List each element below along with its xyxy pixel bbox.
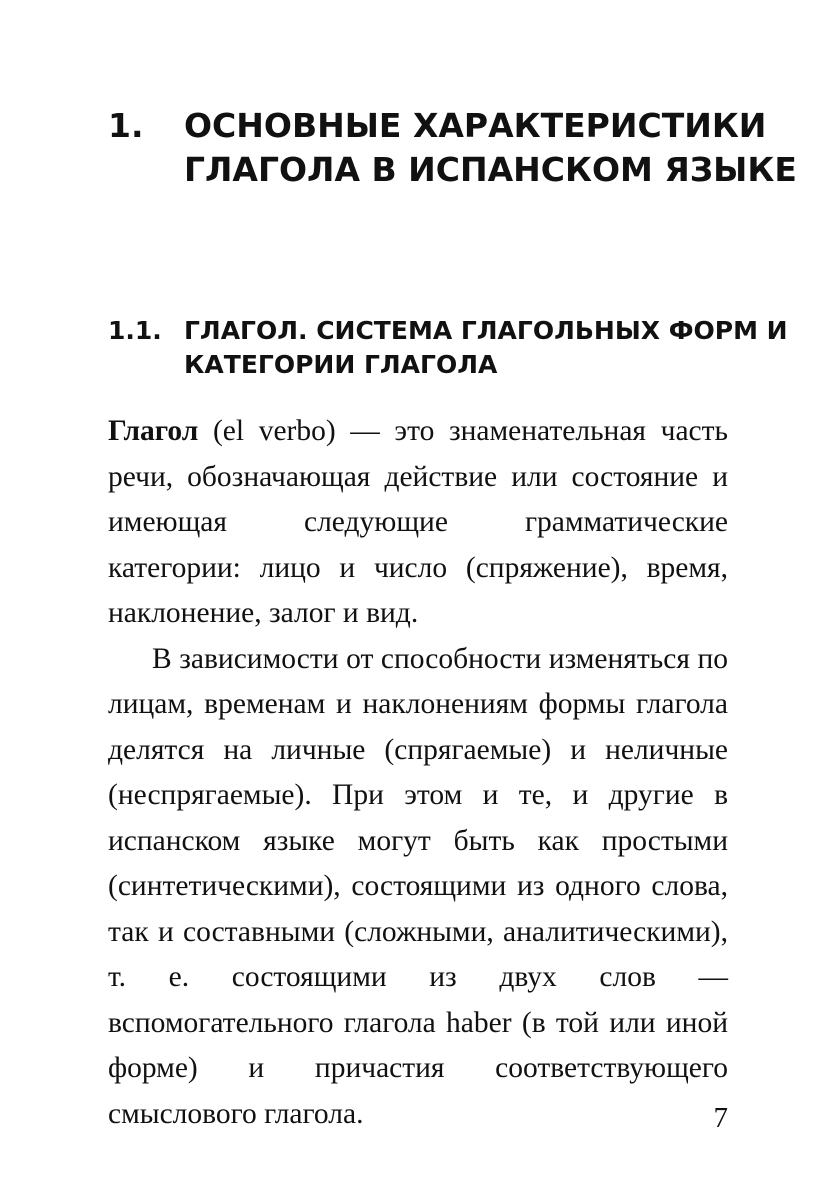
paragraph-verb-forms: В зависимости от способности изменяться по лицам, временам и наклонениям формы глагола делятся на личные (спрягаемые) и неличные (неспрягаемые). При этом и те, и другие в испанском языке могут быть как простыми (синтетическими), состоящими из одного слова, так и составными (сложными, аналитическими), т. е. состоящими из двух слов — вспомогательного глагола haber (в той или иной форме) и причастия соответствующего смыслового глагола. <box>108 642 728 1130</box>
section-heading <box>108 314 804 382</box>
body-text <box>108 409 728 1137</box>
section-title: ГЛАГОЛ. СИСТЕМА ГЛАГОЛЬНЫХ ФОРМ И КАТЕГОРИИ ГЛАГОЛА <box>184 316 788 379</box>
chapter-heading <box>108 104 804 192</box>
paragraph-definition <box>108 409 728 637</box>
chapter-title: ОСНОВНЫЕ ХАРАКТЕРИСТИКИ ГЛАГОЛА В ИСПАНСКОМ ЯЗЫКЕ <box>184 106 797 189</box>
section-number: 1.1. <box>108 316 162 345</box>
defined-term: Глагол <box>108 415 199 447</box>
page-number: 7 <box>713 1102 728 1134</box>
chapter-number: 1. <box>108 106 144 145</box>
definition-text: (el verbo) — это знаменательная часть речи, обозначающая действие или состояние и имеющая следующие грамматические категории: лицо и число (спряжение), время, наклонение, залог и вид. <box>108 415 728 629</box>
